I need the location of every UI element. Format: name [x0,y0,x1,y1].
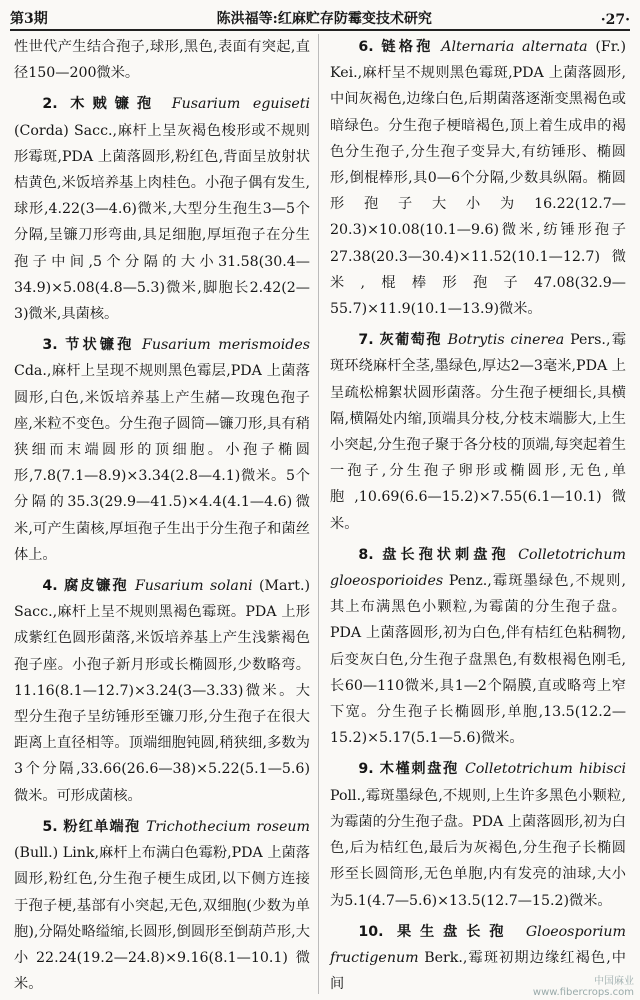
species-entry [330,542,626,752]
entry-text: 性世代产生结合孢子,球形,黑色,表面有突起,直径150—200微米。 [14,39,310,82]
entry-text: (Bull.) Link,麻杆上布满白色霉粉,PDA 上菌落圆形,粉红色,分生孢子梗生成团,以下侧方连接于孢子梗,基部有小突起,无色,双细胞(少数为单胞),分隔处略缢缩,长圆形,倒圆形至倒葫芦形,大小22.24(19.2—24.8)×9.16(8.1—10.1)微米。 [14,845,310,993]
running-title: 陈洪福等:红麻贮存防霉变技术研究 [216,11,432,27]
running-header [10,4,630,28]
species-entry [14,573,310,809]
entry-text: (Corda) Sacc.,麻杆上呈灰褐色梭形或不规则形霉斑,PDA 上菌落圆形,粉红色,背面呈放射状桔黄色,米饭培养基上肉桂色。小孢子偶有发生,球形,4.22(3—4.6)微米,大型分生孢生3—5个分隔,呈镰刀形弯曲,具足细胞,厚垣孢子在分生孢子中间,5个分隔的大小31.58(30.4—34.9)×5.08(4.8—5.3)微米,脚胞长2.42(2—3)微米,具菌核。 [14,122,310,323]
entry-text: Berk.,霉斑初期边缘红褐色,中间 [330,949,626,993]
species-name-chinese: 节状镰孢 [65,337,135,354]
species-name-chinese: 腐皮镰孢 [64,578,129,595]
species-name-latin: Fusarium merismoides [142,337,310,354]
watermark-line2: www.fibercrops.com [532,987,634,998]
species-name-latin: Gloeosporium fructigenum [330,923,626,966]
species-name-chinese: 链格孢 [381,39,434,55]
entry-text: Penz.,霉斑墨绿色,不规则,其上布满黑色小颗粒,为霉菌的分生孢子盘。PDA 上菌落圆形,初为白色,伴有桔红色粘稠物,后变灰白色,分生孢子盘黑色,有数根褐色刚毛,长60—110微米,具1—2个隔膜,直或略弯上窄下宽。分生孢子长椭圆形,单胞,13.5(12.2—15.2)×5.17(5.1—5.6)微米。 [330,573,626,747]
entry-number: 6. [358,39,374,55]
species-name-latin: Fusarium eguiseti [171,96,310,113]
entry-number: 4. [42,578,58,595]
continued-paragraph [14,34,310,86]
column-gutter [318,34,319,994]
entry-number: 3. [42,337,58,354]
entry-number: 5. [42,818,58,835]
entry-number: 2. [42,96,58,113]
entry-number: 10. [358,923,384,940]
entry-text: Pers.,霉斑环绕麻杆全茎,墨绿色,厚达2—3毫米,PDA 上呈疏松棉絮状圆形菌落。分生孢子梗细长,具横隔,横隔处内缩,顶端具分枝,分枝末端膨大,上生小突起,分生孢子聚于各分枝的顶端,每突起着生一孢子,分生孢子卵形或椭圆形,无色,单胞,10.69(6.6—15.2)×7.55(6.1—10.1)微米。 [330,332,627,532]
species-name-chinese: 木槿刺盘孢 [379,761,459,778]
entry-text: Cda.,麻杆上呈现不规则黑色霉层,PDA 上菌落圆形,白色,米饭培养基上产生赭—玫瑰色孢子座,米粒不变色。分生孢子圆筒—镰刀形,具有稍狭细而末端圆形的顶细胞。小孢子椭圆形,7.8(7.1—8.9)×3.34(2.8—4.1)微米。5个分隔的35.3(29.9—41.5)×4.4(4.1—4.6)微米,可产生菌核,厚垣孢子生出于分生孢子和菌丝体上。 [14,363,310,563]
species-name-latin: Botrytis cinerea [447,332,565,349]
watermark [533,976,634,998]
species-name-chinese: 灰葡萄孢 [379,332,442,349]
species-entry [14,332,310,568]
species-name-chinese: 果生盘长孢 [396,923,513,940]
entry-text: (Mart.) Sacc.,麻杆上呈不规则黑褐色霉斑。PDA 上形成紫红色圆形菌落,米饭培养基上产生浅紫褐色孢子座。小孢子新月形或长椭圆形,少数略弯。11.16(8.1—12.7)×3.24(3—3.33)微米。大型分生孢子呈纺锤形至镰刀形,分生孢子在很大距离上直径相等。顶端细胞钝圆,稍狭细,多数为3个分隔,33.66(26.6—38)×5.22(5.1—5.6)微米。可形成菌核。 [14,578,311,804]
species-name-chinese: 木贼镰孢 [70,96,160,113]
species-name-latin: Alternaria alternata [441,39,588,55]
species-entry [330,756,626,913]
species-entry [14,814,310,997]
species-name-chinese: 盘长孢状刺盘孢 [382,546,510,563]
right-column [330,34,626,997]
entry-text: Poll.,霉斑墨绿色,不规则,上生许多黑色小颗粒,为霉菌的分生孢子盘。PDA 上菌落圆形,初为白色,后为桔红色,最后为灰褐色,分生孢子长椭圆形至长圆筒形,无色单胞,内有发亮的油球,大小为5.1(4.7—5.6)×13.5(12.7—15.2)微米。 [330,787,626,909]
species-name-latin: Colletotrichum gloeosporioides [330,546,626,590]
watermark-line1: 中国麻业 [594,976,634,987]
species-name-latin: Fusarium solani [134,578,253,595]
species-entry [330,34,626,322]
species-name-latin: Trichothecium roseum [145,818,310,835]
entry-number: 8. [358,546,374,563]
left-column [14,34,310,997]
entry-text: (Fr.) Kei.,麻杆呈不规则黑色霉斑,PDA 上菌落圆形,中间灰褐色,边缘白色,后期菌落逐渐变黑褐色或暗绿色。分生孢子梗暗褐色,顶上着生成串的褐色分生孢子,分生孢子变异大,有纺锤形、椭圆形,倒棍棒形,具0—6个分隔,少数具纵隔。椭圆形孢子大小为16.22(12.7—20.3)×10.08(10.1—9.6)微米,纺锤形孢子27.38(20.3—30.4)×11.52(10.1—12.7)微米,棍棒形孢子47.08(32.9—55.7)×11.9(10.1—13.9)微米。 [330,39,626,318]
species-name-chinese: 粉红单端孢 [63,818,141,835]
issue-number: 第3期 [10,11,48,27]
species-entry [330,327,626,537]
species-name-latin: Colletotrichum hibisci [465,761,626,778]
species-entry [14,91,310,327]
page-number: ·27· [600,12,630,28]
entry-number: 7. [358,332,374,349]
entry-number: 9. [358,761,374,778]
header-rule [10,29,630,31]
